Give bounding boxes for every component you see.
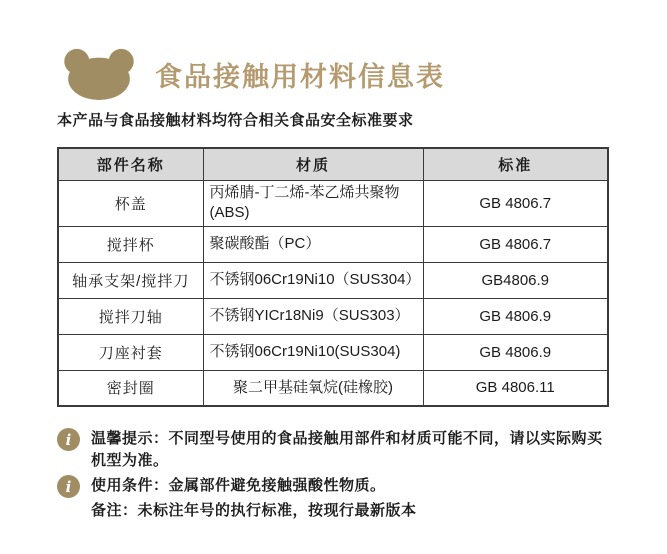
column-header-standard: 标准 [423,148,608,180]
part-name-cell: 刀座衬套 [58,334,203,370]
note-usage-conditions [57,475,610,498]
standard-cell: GB 4806.7 [423,226,608,262]
note-text: 备注：未标注年号的执行标准，按现行最新版本 [91,502,417,519]
standard-cell: GB4806.9 [423,262,608,298]
compliance-statement: 本产品与食品接触材料均符合相关食品安全标准要求 [57,112,414,129]
table-row [58,298,608,334]
material-cell: 聚二甲基硅氧烷(硅橡胶) [203,370,423,406]
material-cell: 不锈钢06Cr19Ni10（SUS304） [203,262,423,298]
material-cell: 不锈钢YICr18Ni9（SUS303） [203,298,423,334]
note-text: 温馨提示：不同型号使用的食品接触用部件和材质可能不同，请以实际购买机型为准。 [91,430,603,469]
table-row [58,334,608,370]
part-name-cell: 轴承支架/搅拌刀 [58,262,203,298]
standard-cell: GB 4806.9 [423,298,608,334]
table-row [58,226,608,262]
part-name-cell: 搅拌刀轴 [58,298,203,334]
info-icon: i [57,428,80,451]
note-tips [57,428,610,472]
column-header-part: 部件名称 [58,148,203,180]
table-row [58,262,608,298]
table-row [58,370,608,406]
standard-cell: GB 4806.9 [423,334,608,370]
standard-cell: GB 4806.7 [423,180,608,226]
bear-logo-icon [57,47,141,101]
material-cell: 不锈钢06Cr19Ni10(SUS304) [203,334,423,370]
material-cell: 丙烯腈-丁二烯-苯乙烯共聚物(ABS) [203,180,423,226]
material-cell: 聚碳酸酯（PC） [203,226,423,262]
table-header-row [58,148,608,180]
standard-cell: GB 4806.11 [423,370,608,406]
note-remark [57,500,610,522]
column-header-material: 材质 [203,148,423,180]
note-text: 使用条件：金属部件避免接触强酸性物质。 [91,477,386,494]
part-name-cell: 搅拌杯 [58,226,203,262]
materials-table [57,147,609,407]
part-name-cell: 杯盖 [58,180,203,226]
page-header [57,46,610,102]
footnotes [57,428,610,522]
info-icon: i [57,475,80,498]
page-title: 食品接触用材料信息表 [155,61,445,92]
part-name-cell: 密封圈 [58,370,203,406]
table-row [58,180,608,226]
